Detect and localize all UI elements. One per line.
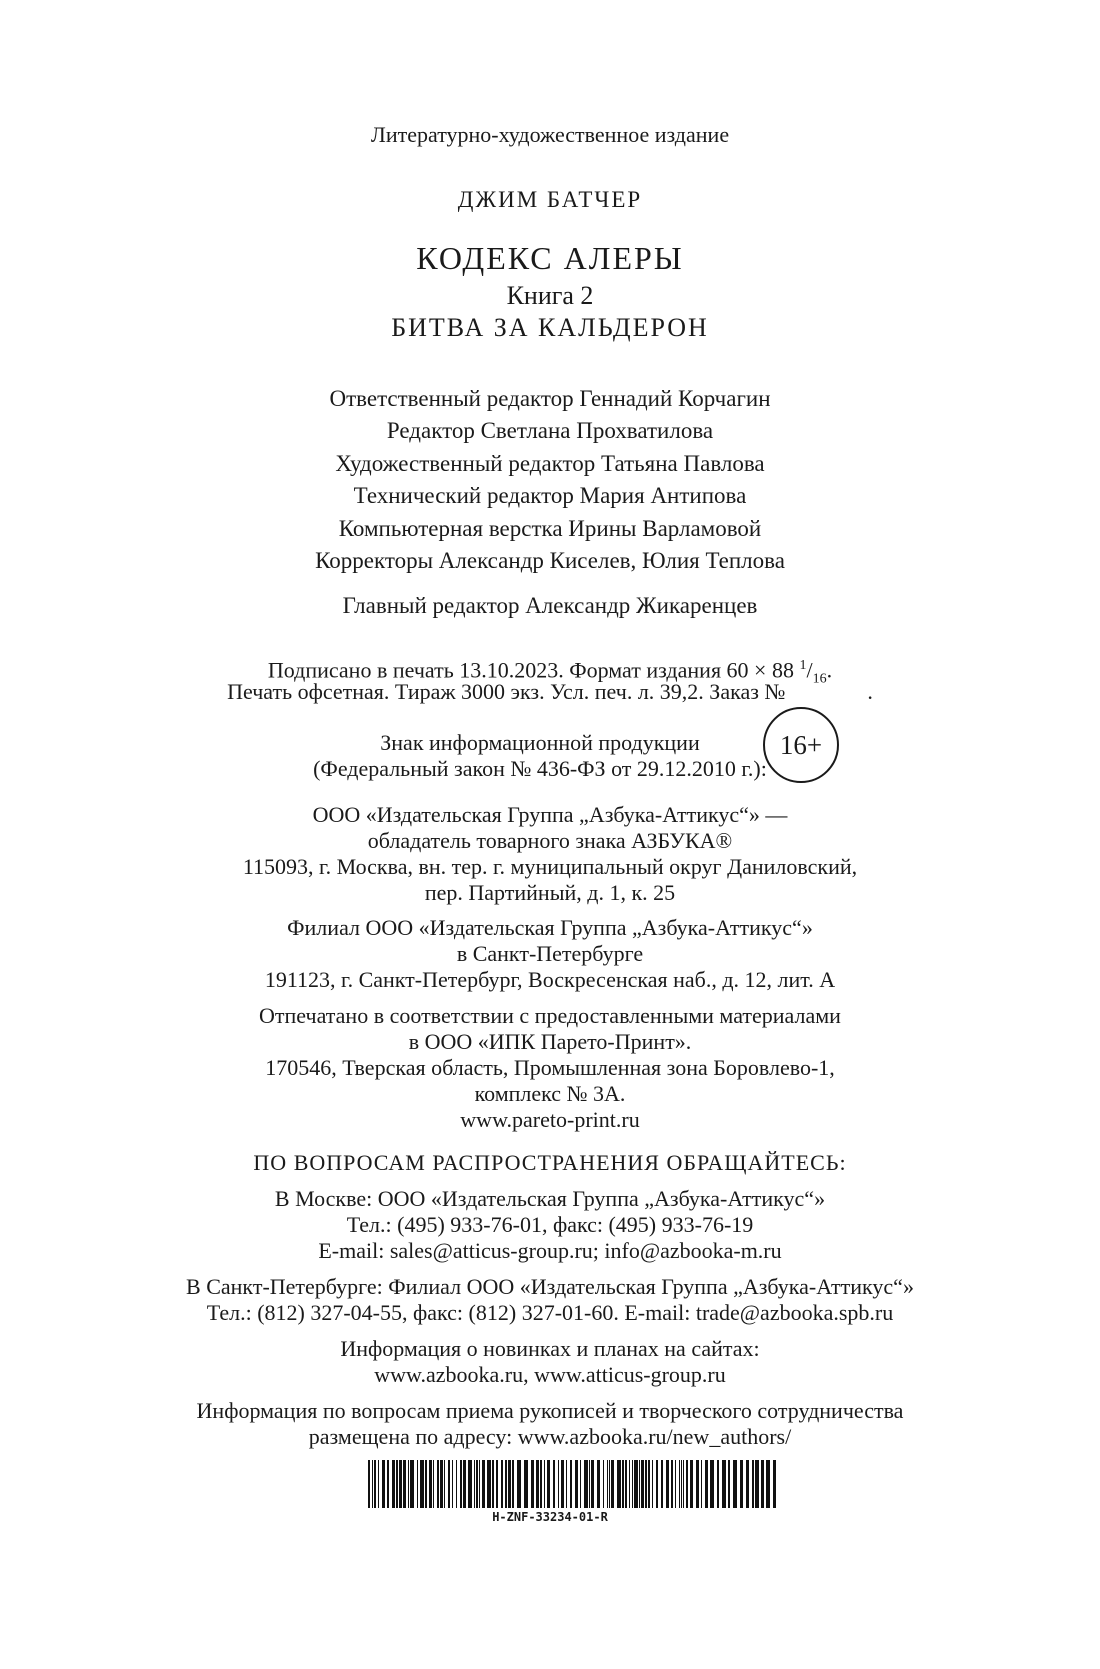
barcode-bar — [648, 1460, 650, 1508]
barcode-bar — [652, 1460, 653, 1508]
barcode-bar — [584, 1460, 588, 1508]
branch-line: в Санкт-Петербурге — [456, 941, 644, 966]
print-info-line-2: Печать офсетная. Тираж 3000 экз. Усл. печ. л. 39,2. Заказ № . — [227, 679, 873, 704]
barcode-bar — [675, 1460, 676, 1508]
barcode-bar — [396, 1460, 398, 1508]
barcode-bar — [433, 1460, 434, 1508]
barcode-bar — [671, 1460, 673, 1508]
barcode-bar — [420, 1460, 424, 1508]
credit-line: Ответственный редактор Геннадий Корчагин — [329, 386, 771, 411]
barcode-bar — [609, 1460, 610, 1508]
barcode-bar — [476, 1460, 478, 1508]
barcode-bar — [617, 1460, 621, 1508]
barcode-bar — [544, 1460, 545, 1508]
barcode-bar — [710, 1460, 714, 1508]
moscow-line: Тел.: (495) 933-76-01, факс: (495) 933-76-19 — [346, 1212, 754, 1237]
barcode-bar — [410, 1460, 414, 1508]
barcode-bar — [440, 1460, 443, 1508]
barcode-bar — [752, 1460, 754, 1508]
barcode-bar — [705, 1460, 708, 1508]
barcode-bar — [589, 1460, 590, 1508]
barcode-text: H-ZNF-33234-01-R — [492, 1510, 608, 1524]
barcode-bar — [429, 1460, 432, 1508]
barcode-bar — [632, 1460, 633, 1508]
barcode-bar — [625, 1460, 627, 1508]
barcode-bar — [641, 1460, 644, 1508]
moscow-line: E-mail: sales@atticus-group.ru; info@azbooka-m.ru — [318, 1238, 782, 1263]
credit-line: Компьютерная верстка Ирины Варламовой — [338, 516, 762, 541]
barcode-bar — [733, 1460, 737, 1508]
barcode-bar — [761, 1460, 764, 1508]
series-title: КОДЕКС АЛЕРЫ — [416, 240, 684, 276]
barcode-bar — [656, 1460, 658, 1508]
barcode-bar — [474, 1460, 475, 1508]
barcode-bar — [399, 1460, 402, 1508]
barcode-bar — [597, 1460, 600, 1508]
format-denominator: 16 — [812, 671, 827, 687]
printer-line: 170546, Тверская область, Промышленная зона Боровлево-1, — [265, 1055, 835, 1080]
barcode-bar — [403, 1460, 406, 1508]
moscow-line: В Москве: ООО «Издательская Группа „Азбука-Аттикус“» — [274, 1186, 826, 1211]
barcode-bar — [622, 1460, 624, 1508]
barcode-bar — [561, 1460, 564, 1508]
barcode-bar — [639, 1460, 640, 1508]
barcode-bar — [575, 1460, 578, 1508]
barcode-bar — [501, 1460, 503, 1508]
edition-type: Литературно-художественное издание — [370, 122, 730, 147]
manuscripts-line: Информация по вопросам приема рукописей и творческого сотрудничества — [196, 1398, 904, 1423]
barcode-bar — [634, 1460, 638, 1508]
branch-line: 191123, г. Санкт-Петербург, Воскресенская наб., д. 12, лит. А — [264, 967, 836, 992]
print-info-line-1: Подписано в печать 13.10.2023. Формат издания 60 × 88 $^1/_{16}$. — [267, 657, 833, 687]
sites-line: Информация о новинках и планах на сайтах: — [340, 1336, 760, 1361]
barcode-bar — [468, 1460, 472, 1508]
barcode-bar — [408, 1460, 409, 1508]
barcode-bar — [629, 1460, 630, 1508]
barcode-bar — [374, 1460, 376, 1508]
barcode-bar — [686, 1460, 688, 1508]
barcode-bar — [558, 1460, 559, 1508]
barcode-bar — [512, 1460, 514, 1508]
barcode-bar — [540, 1460, 542, 1508]
manuscripts-line: размещена по адресу: www.azbooka.ru/new_authors/ — [308, 1424, 792, 1449]
barcode-bar — [690, 1460, 693, 1508]
barcode-bar — [387, 1460, 389, 1508]
barcode-bar — [611, 1460, 614, 1508]
barcode-bar — [460, 1460, 462, 1508]
barcode-bar — [392, 1460, 395, 1508]
barcode-bar — [444, 1460, 445, 1508]
credit-line: Корректоры Александр Киселев, Юлия Теплова — [315, 548, 785, 573]
barcode-bar — [517, 1460, 521, 1508]
barcode-bar — [722, 1460, 726, 1508]
barcode-bar — [524, 1460, 528, 1508]
barcode-bar — [496, 1460, 498, 1508]
publisher-line: пер. Партийный, д. 1, к. 25 — [424, 880, 676, 905]
barcode-bar — [570, 1460, 572, 1508]
sites-line: www.azbooka.ru, www.atticus-group.ru — [374, 1362, 726, 1387]
barcode-bar — [645, 1460, 647, 1508]
info-sign-line-2: (Федеральный закон № 436-ФЗ от 29.12.2010 г.): — [313, 756, 767, 781]
barcode-bar — [607, 1460, 608, 1508]
branch-line: Филиал ООО «Издательская Группа „Азбука-Аттикус“» — [287, 915, 813, 940]
age-rating-badge: 16+ — [763, 707, 839, 783]
barcode-bar — [425, 1460, 427, 1508]
barcode-bar — [508, 1460, 511, 1508]
author-name: ДЖИМ БАТЧЕР — [457, 187, 643, 212]
barcode-bar — [547, 1460, 550, 1508]
barcode-bar — [448, 1460, 450, 1508]
publisher-line: ООО «Издательская Группа „Азбука-Аттикус“» — — [312, 802, 788, 827]
barcode-bar — [505, 1460, 507, 1508]
barcode-bar — [661, 1460, 663, 1508]
printer-line: в ООО «ИПК Парето-Принт». — [408, 1029, 692, 1054]
barcode-bar — [531, 1460, 534, 1508]
barcode-bar — [717, 1460, 719, 1508]
barcode-bar — [773, 1460, 776, 1508]
barcode — [368, 1460, 778, 1508]
barcode-bar — [382, 1460, 385, 1508]
barcode-bar — [740, 1460, 743, 1508]
barcode-bar — [603, 1460, 604, 1508]
barcode-bar — [479, 1460, 480, 1508]
barcode-bar — [766, 1460, 770, 1508]
barcode-bar — [681, 1460, 682, 1508]
barcode-bar — [482, 1460, 485, 1508]
barcode-bar — [679, 1460, 680, 1508]
credit-line: Художественный редактор Татьяна Павлова — [335, 451, 765, 476]
info-sign-line-1: Знак информационной продукции — [380, 730, 700, 755]
barcode-bar — [417, 1460, 418, 1508]
barcode-bar — [463, 1460, 466, 1508]
barcode-bar — [696, 1460, 699, 1508]
barcode-bar — [553, 1460, 555, 1508]
barcode-bar — [683, 1460, 684, 1508]
barcode-bar — [372, 1460, 373, 1508]
spb-line: Тел.: (812) 327-04-55, факс: (812) 327-01-60. E-mail: trade@azbooka.spb.ru — [206, 1300, 894, 1325]
barcode-bar — [746, 1460, 749, 1508]
barcode-bar — [456, 1460, 457, 1508]
barcode-bar — [728, 1460, 730, 1508]
publisher-line: обладатель товарного знака АЗБУКА® — [367, 828, 733, 853]
barcode-bar — [755, 1460, 759, 1508]
publisher-line: 115093, г. Москва, вн. тер. г. муниципальный округ Даниловский, — [242, 854, 858, 879]
barcode-bar — [368, 1460, 370, 1508]
barcode-bar — [437, 1460, 439, 1508]
barcode-bar — [701, 1460, 702, 1508]
format-numerator: 1 — [799, 658, 807, 673]
barcode-bar — [591, 1460, 594, 1508]
barcode-bar — [666, 1460, 669, 1508]
printer-website: www.pareto-print.ru — [460, 1107, 640, 1132]
spb-line: В Санкт-Петербурге: Филиал ООО «Издательская Группа „Азбука-Аттикус“» — [186, 1274, 914, 1299]
book-number: Книга 2 — [506, 281, 594, 310]
chief-editor: Главный редактор Александр Жикаренцев — [342, 593, 758, 618]
barcode-bar — [378, 1460, 379, 1508]
printer-line: Отпечатано в соответствии с предоставленными материалами — [259, 1003, 841, 1028]
barcode-bar — [536, 1460, 539, 1508]
credit-line: Редактор Светлана Прохватилова — [386, 418, 714, 443]
barcode-bar — [566, 1460, 567, 1508]
barcode-bar — [452, 1460, 453, 1508]
credit-line: Технический редактор Мария Антипова — [353, 483, 747, 508]
barcode-bar — [487, 1460, 491, 1508]
distribution-heading: ПО ВОПРОСАМ РАСПРОСТРАНЕНИЯ ОБРАЩАЙТЕСЬ: — [253, 1150, 847, 1175]
printer-line: комплекс № 3А. — [474, 1081, 626, 1106]
book-title: БИТВА ЗА КАЛЬДЕРОН — [391, 313, 709, 342]
barcode-bar — [492, 1460, 494, 1508]
barcode-bar — [580, 1460, 581, 1508]
